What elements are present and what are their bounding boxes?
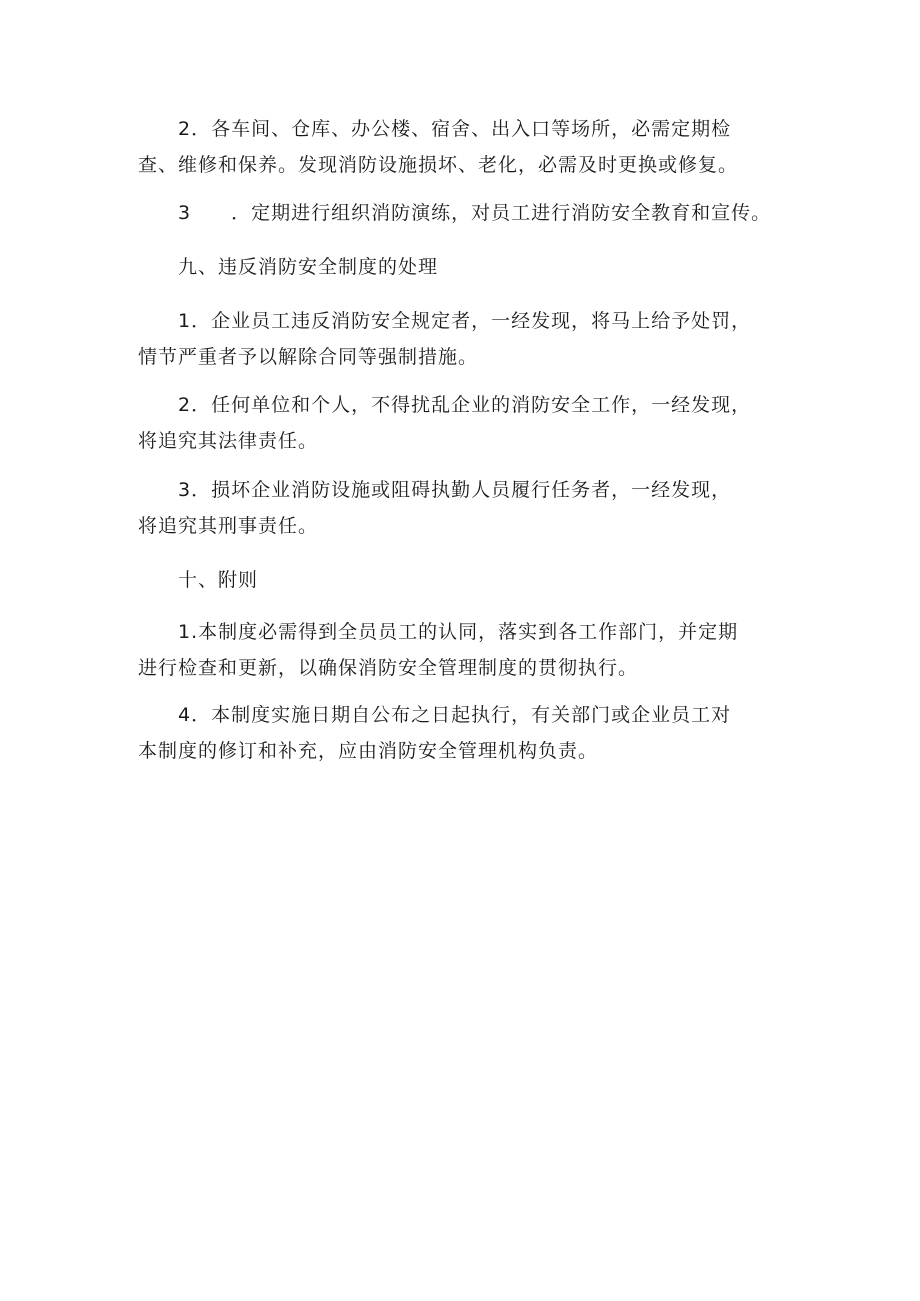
item-number: 3 xyxy=(178,202,192,224)
paragraph-line: 2．任何单位和个人，不得扰乱企业的消防安全工作，一经发现， xyxy=(178,394,752,416)
paragraph-employee-violation xyxy=(138,303,818,375)
paragraph-facility-maintenance xyxy=(138,111,818,183)
section-heading-appendix xyxy=(138,562,818,598)
paragraph-line: 情节严重者予以解除合同等强制措施。 xyxy=(138,346,479,368)
item-text: ．定期进行组织消防演练，对员工进行消防安全教育和宣传。 xyxy=(231,202,772,224)
paragraph-line: 本制度的修订和补充，应由消防安全管理机构负责。 xyxy=(138,740,599,762)
paragraph-line: 1．企业员工违反消防安全规定者，一经发现，将马上给予处罚， xyxy=(178,310,752,332)
paragraph-line: 2．各车间、仓库、办公楼、宿舍、出入口等场所，必需定期检 xyxy=(178,118,732,140)
paragraph-line: 1.本制度必需得到全员员工的认同，落实到各工作部门，并定期 xyxy=(178,621,739,643)
paragraph-line: 进行检查和更新，以确保消防安全管理制度的贯彻执行。 xyxy=(138,657,639,679)
paragraph-line xyxy=(138,195,818,231)
paragraph-recognition xyxy=(138,614,818,686)
paragraph-disruption xyxy=(138,387,818,459)
heading-text: 九、违反消防安全制度的处理 xyxy=(178,256,439,278)
paragraph-line: 将追究其法律责任。 xyxy=(138,430,319,452)
paragraph-line: 3．损坏企业消防设施或阻碍执勤人员履行任务者，一经发现， xyxy=(178,479,732,501)
section-heading-violations xyxy=(138,249,818,285)
paragraph-fire-drill xyxy=(138,195,818,231)
paragraph-line: 查、维修和保养。发现消防设施损坏、老化，必需及时更换或修复。 xyxy=(138,154,739,176)
paragraph-line: 4．本制度实施日期自公布之日起执行，有关部门或企业员工对 xyxy=(178,704,732,726)
paragraph-damage xyxy=(138,472,818,544)
paragraph-line: 将追究其刑事责任。 xyxy=(138,515,319,537)
heading-text: 十、附则 xyxy=(178,569,259,591)
paragraph-effective-date xyxy=(138,697,818,769)
